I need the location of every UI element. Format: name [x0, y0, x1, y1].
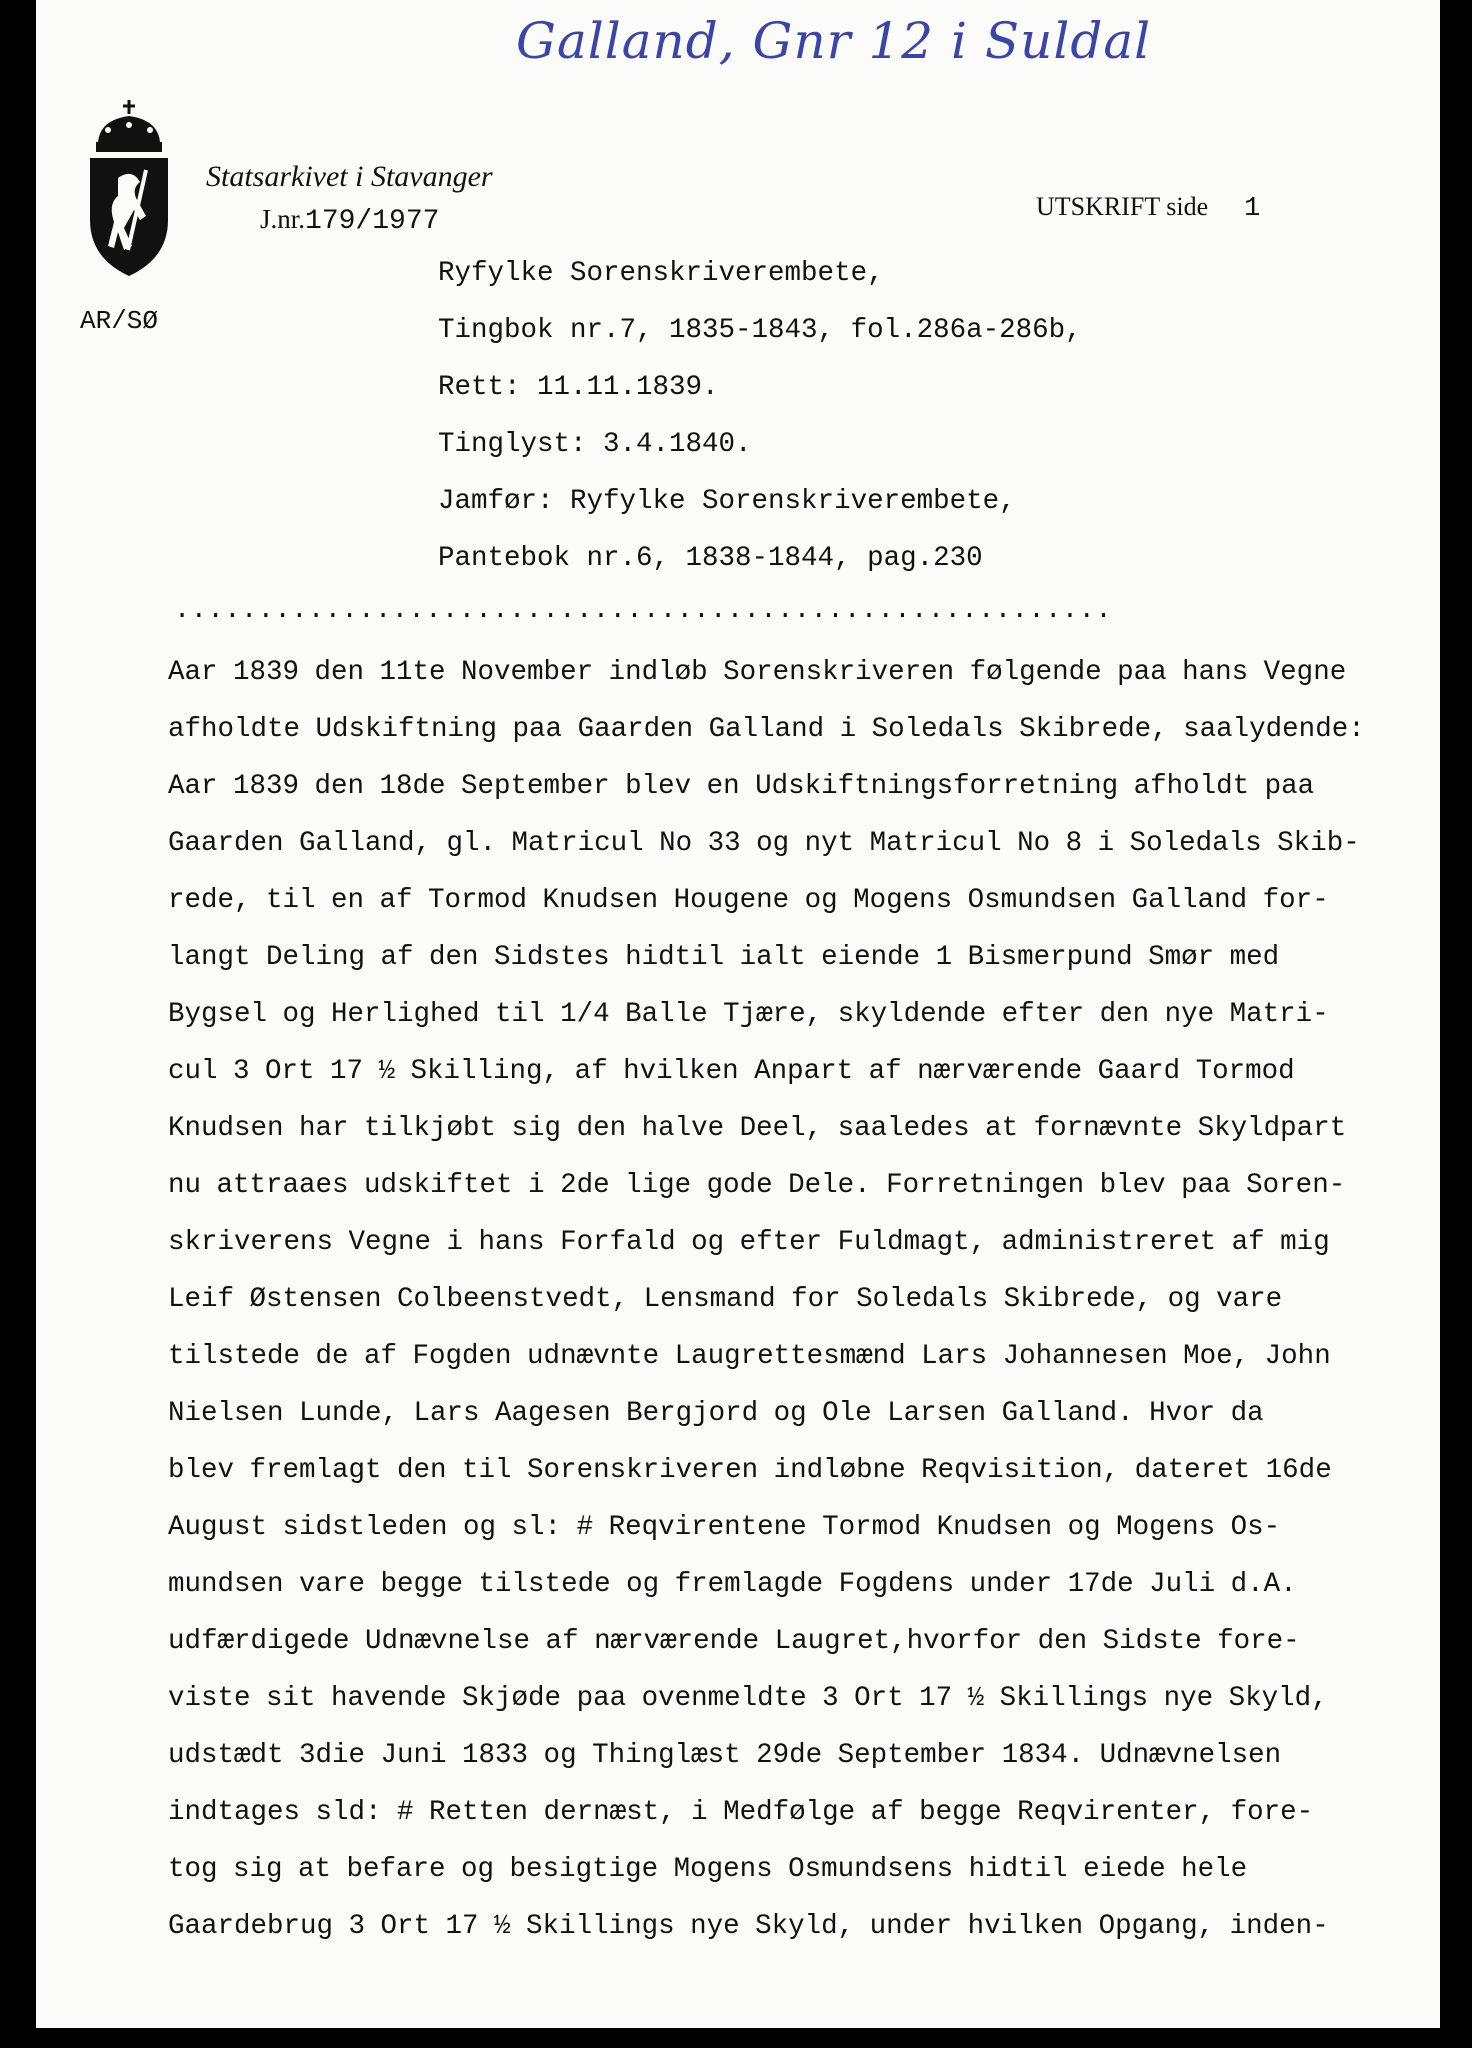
- body-text-line: Nielsen Lunde, Lars Aagesen Bergjord og Ole Larsen Galland. Hvor da: [168, 1398, 1264, 1429]
- body-text-line: cul 3 Ort 17 ½ Skilling, af hvilken Anpart af nærværende Gaard Tormod: [168, 1056, 1295, 1087]
- body-text-line: Aar 1839 den 11te November indløb Sorenskriveren følgende paa hans Vegne: [168, 657, 1347, 688]
- body-text-line: udstædt 3die Juni 1833 og Thinglæst 29de September 1834. Udnævnelsen: [168, 1740, 1282, 1771]
- utskrift-label: [1036, 192, 1260, 224]
- initials: AR/SØ: [80, 306, 159, 336]
- body-text-line: August sidstleden og sl: # Reqvirentene Tormod Knudsen og Mogens Os-: [168, 1512, 1281, 1543]
- body-text-line: Gaardebrug 3 Ort 17 ½ Skillings nye Skyld, under hvilken Opgang, inden-: [168, 1911, 1329, 1942]
- body-text-line: Leif Østensen Colbeenstvedt, Lensmand for Soledals Skibrede, og vare: [168, 1284, 1283, 1315]
- separator-line: ........................................................: [174, 596, 1113, 626]
- body-text-line: Gaarden Galland, gl. Matricul No 33 og nyt Matricul No 8 i Soledals Skib-: [168, 828, 1360, 859]
- body-text-line: Aar 1839 den 18de September blev en Udskiftningsforretning afholdt paa: [168, 771, 1315, 802]
- reference-line: Pantebok nr.6, 1838-1844, pag.230: [438, 543, 983, 574]
- body-text-line: tilstede de af Fogden udnævnte Laugrettesmænd Lars Johannesen Moe, John: [168, 1341, 1331, 1372]
- body-text-line: viste sit havende Skjøde paa ovenmeldte 3 Ort 17 ½ Skillings nye Skyld,: [168, 1683, 1328, 1714]
- body-text-line: langt Deling af den Sidstes hidtil ialt eiende 1 Bismerpund Smør med: [168, 942, 1280, 973]
- handwritten-annotation: Galland, Gnr 12 i Suldal: [516, 12, 1152, 70]
- body-text-line: udfærdigede Udnævnelse af nærværende Laugret,hvorfor den Sidste fore-: [168, 1626, 1300, 1657]
- coat-of-arms-icon: [88, 100, 170, 278]
- body-text-line: blev fremlagt den til Sorenskriveren indløbne Reqvisition, dateret 16de: [168, 1455, 1332, 1486]
- body-text-line: nu attraaes udskiftet i 2de lige gode Dele. Forretningen blev paa Soren-: [168, 1170, 1346, 1201]
- body-text-line: skriverens Vegne i hans Forfald og efter Fuldmagt, administreret af mig: [168, 1227, 1330, 1258]
- reference-line: Rett: 11.11.1839.: [438, 372, 719, 403]
- body-text-line: Bygsel og Herlighed til 1/4 Balle Tjære, skyldende efter den nye Matri-: [168, 999, 1329, 1030]
- body-text-line: indtages sld: # Retten dernæst, i Medfølge af begge Reqvirenter, fore-: [168, 1797, 1314, 1828]
- document-page: [36, 0, 1440, 2028]
- page-number: 1: [1244, 194, 1261, 224]
- reference-line: Jamfør: Ryfylke Sorenskriverembete,: [438, 486, 1016, 517]
- archive-name: Statsarkivet i Stavanger: [206, 160, 493, 193]
- journal-number: [260, 204, 439, 237]
- journal-prefix: J.nr.: [260, 204, 306, 234]
- reference-line: Tingbok nr.7, 1835-1843, fol.286a-286b,: [438, 315, 1082, 346]
- body-text-line: rede, til en af Tormod Knudsen Hougene og Mogens Osmundsen Galland for-: [168, 885, 1329, 916]
- body-text-line: mundsen vare begge tilstede og fremlagde Fogdens under 17de Juli d.A.: [168, 1569, 1297, 1600]
- body-text-line: tog sig at befare og besigtige Mogens Osmundsens hidtil eiede hele: [168, 1854, 1248, 1885]
- reference-line: Tinglyst: 3.4.1840.: [438, 429, 752, 460]
- body-text-line: Knudsen har tilkjøbt sig den halve Deel, saaledes at fornævnte Skyldpart: [168, 1113, 1347, 1144]
- reference-line: Ryfylke Sorenskriverembete,: [438, 258, 884, 289]
- document-type: UTSKRIFT side: [1036, 192, 1209, 221]
- journal-number-value: 179/1977: [305, 206, 440, 237]
- body-text-line: afholdte Udskiftning paa Gaarden Galland i Soledals Skibrede, saalydende:: [168, 714, 1365, 745]
